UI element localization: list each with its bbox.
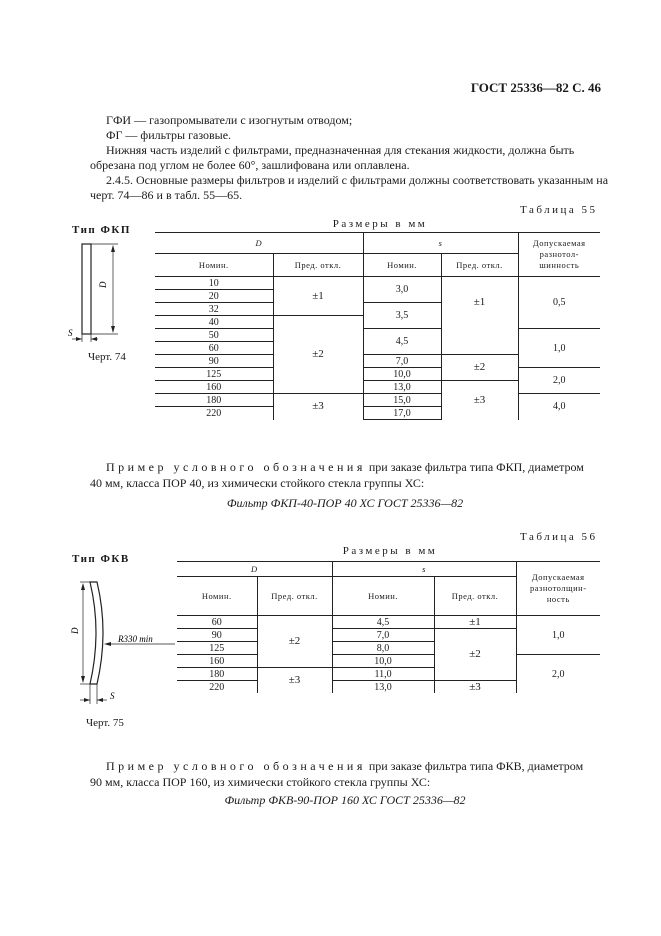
col-thickness-tol-line2: разнотол- [539,249,579,259]
filter-fkp-drawing [60,236,134,348]
cell-thickness-tol: 0,5 [518,277,600,329]
cell-d-nominal: 60 [177,616,257,629]
cell-s-nominal: 10,0 [363,368,441,381]
page-header: ГОСТ 25336—82 С. 46 [470,80,601,95]
cell-s-nominal: 13,0 [363,381,441,394]
example-lead: Пример условного обозначения [106,460,366,474]
text-line: Нижняя часть изделий с фильтрами, предназначенная для стекания жидкости, должна быть [106,143,575,157]
text-line: обрезана под углом не более 60°, зашлифована или оплавлена. [90,158,410,172]
cell-s-tol: ±3 [441,381,518,420]
table-55-units: Размеры в мм [332,218,428,230]
col-tol-s: Пред. откл. [441,254,518,277]
cell-thickness-tol: 2,0 [552,668,565,680]
filter-fkv-drawing [60,568,180,708]
dimension-s-label: S [68,328,73,338]
cell-d-nominal: 180 [177,668,257,681]
cell-s-nominal: 17,0 [363,407,441,420]
cell-d-nominal: 180 [155,394,273,407]
cell-d-nominal: 50 [155,329,273,342]
cell-s-nominal: 3,5 [363,303,441,329]
col-group-d: D [155,233,363,254]
table-56-units: Размеры в мм [342,545,438,557]
figure-74-caption: Черт. 74 [88,351,126,363]
cell-d-nominal: 60 [155,342,273,355]
example-56-line1 [106,758,583,774]
cell-s-nominal: 13,0 [332,681,434,694]
cell-d-tol: ±1 [273,277,363,316]
col-tol-d: Пред. откл. [273,254,363,277]
filter-disc-outline [90,582,103,684]
text-line: черт. 74—86 и в табл. 55—65. [90,188,243,202]
cell-d-nominal: 125 [155,368,273,381]
col-group-d: D [177,562,332,577]
cell-s-tol: ±2 [441,355,518,381]
cell-thickness-tol: 1,0 [516,616,600,655]
cell-thickness-tol: 1,0 [518,329,600,368]
cell-s-nominal: 4,5 [332,616,434,629]
cell-d-nominal: 160 [155,381,273,394]
example-55-line1 [106,459,584,475]
cell-d-nominal: 10 [155,277,273,290]
cell-s-tol: ±1 [434,616,516,629]
cell-d-nominal: 90 [177,629,257,642]
cell-s-nominal: 7,0 [332,629,434,642]
table-55 [155,232,600,420]
col-group-s: s [332,562,516,577]
cell-s-tol: ±2 [434,629,516,681]
text-line: ФГ — фильтры газовые. [106,128,232,142]
example-56-line2: 90 мм, класса ПОР 160, из химически стойкого стекла группы ХС: [90,775,431,789]
cell-d-nominal: 220 [155,407,273,420]
col-nominal-d: Номин. [177,577,257,616]
filter-disc-outline [82,244,91,334]
col-thickness-tol-line2: разнотолщин- [530,583,587,593]
col-nominal-d: Номин. [155,254,273,277]
cell-s-nominal: 15,0 [363,394,441,407]
col-tol-d: Пред. откл. [257,577,332,616]
col-group-s: s [363,233,518,254]
type-label-fkp: Тип ФКП [72,224,131,236]
cell-d-nominal: 32 [155,303,273,316]
table-56 [177,561,600,693]
cell-d-nominal: 220 [177,681,257,694]
type-label-fkv: Тип ФКВ [72,553,130,565]
cell-s-nominal: 3,0 [363,277,441,303]
text-line: ГФИ — газопромыватели с изогнутым отводом; [106,113,353,127]
designation-fkv: Фильтр ФКВ-90-ПОР 160 ХС ГОСТ 25336—82 [224,793,466,807]
cell-s-nominal: 7,0 [363,355,441,368]
col-thickness-tol-line1: Допускаемая [532,238,586,248]
example-rest: при заказе фильтра типа ФКП, диаметром [365,460,584,474]
col-thickness-tol-line1: Допускаемая [531,572,585,582]
col-thickness-tol-line3: шинность [539,260,580,270]
cell-thickness-tol: 4,0 [553,401,566,413]
col-tol-s: Пред. откл. [434,577,516,616]
dimension-d-label: D [98,281,108,288]
cell-s-nominal: 11,0 [332,668,434,681]
cell-d-tol: ±3 [273,394,363,420]
cell-s-nominal: 10,0 [332,655,434,668]
cell-s-tol: ±3 [434,681,516,694]
cell-d-tol: ±2 [273,316,363,394]
cell-d-nominal: 90 [155,355,273,368]
col-nominal-s: Номин. [363,254,441,277]
radius-label: R330 min [118,634,153,644]
dimension-d-label: D [70,627,80,634]
cell-d-tol: ±2 [257,616,332,668]
cell-s-nominal: 8,0 [332,642,434,655]
table-55-caption: Таблица 55 [520,204,598,216]
cell-d-nominal: 160 [177,655,257,668]
table-56-caption: Таблица 56 [520,531,598,543]
cell-d-nominal: 20 [155,290,273,303]
col-nominal-s: Номин. [332,577,434,616]
figure-75-caption: Черт. 75 [86,717,124,729]
example-rest: при заказе фильтра типа ФКВ, диаметром [365,759,584,773]
col-thickness-tol-line3: ность [546,594,570,604]
text-line: 2.4.5. Основные размеры фильтров и изделий с фильтрами должны соответствовать указанным на [106,173,609,187]
cell-d-nominal: 40 [155,316,273,329]
example-lead: Пример условного обозначения [106,759,366,773]
cell-d-tol: ±3 [257,668,332,694]
cell-d-nominal: 125 [177,642,257,655]
cell-s-nominal: 4,5 [363,329,441,355]
example-55-line2: 40 мм, класса ПОР 40, из химически стойкого стекла группы ХС: [90,476,425,490]
dimension-s-label: S [110,691,115,701]
cell-s-tol: ±1 [441,277,518,329]
designation-fkp: Фильтр ФКП-40-ПОР 40 ХС ГОСТ 25336—82 [226,496,464,510]
cell-thickness-tol: 2,0 [518,368,600,394]
